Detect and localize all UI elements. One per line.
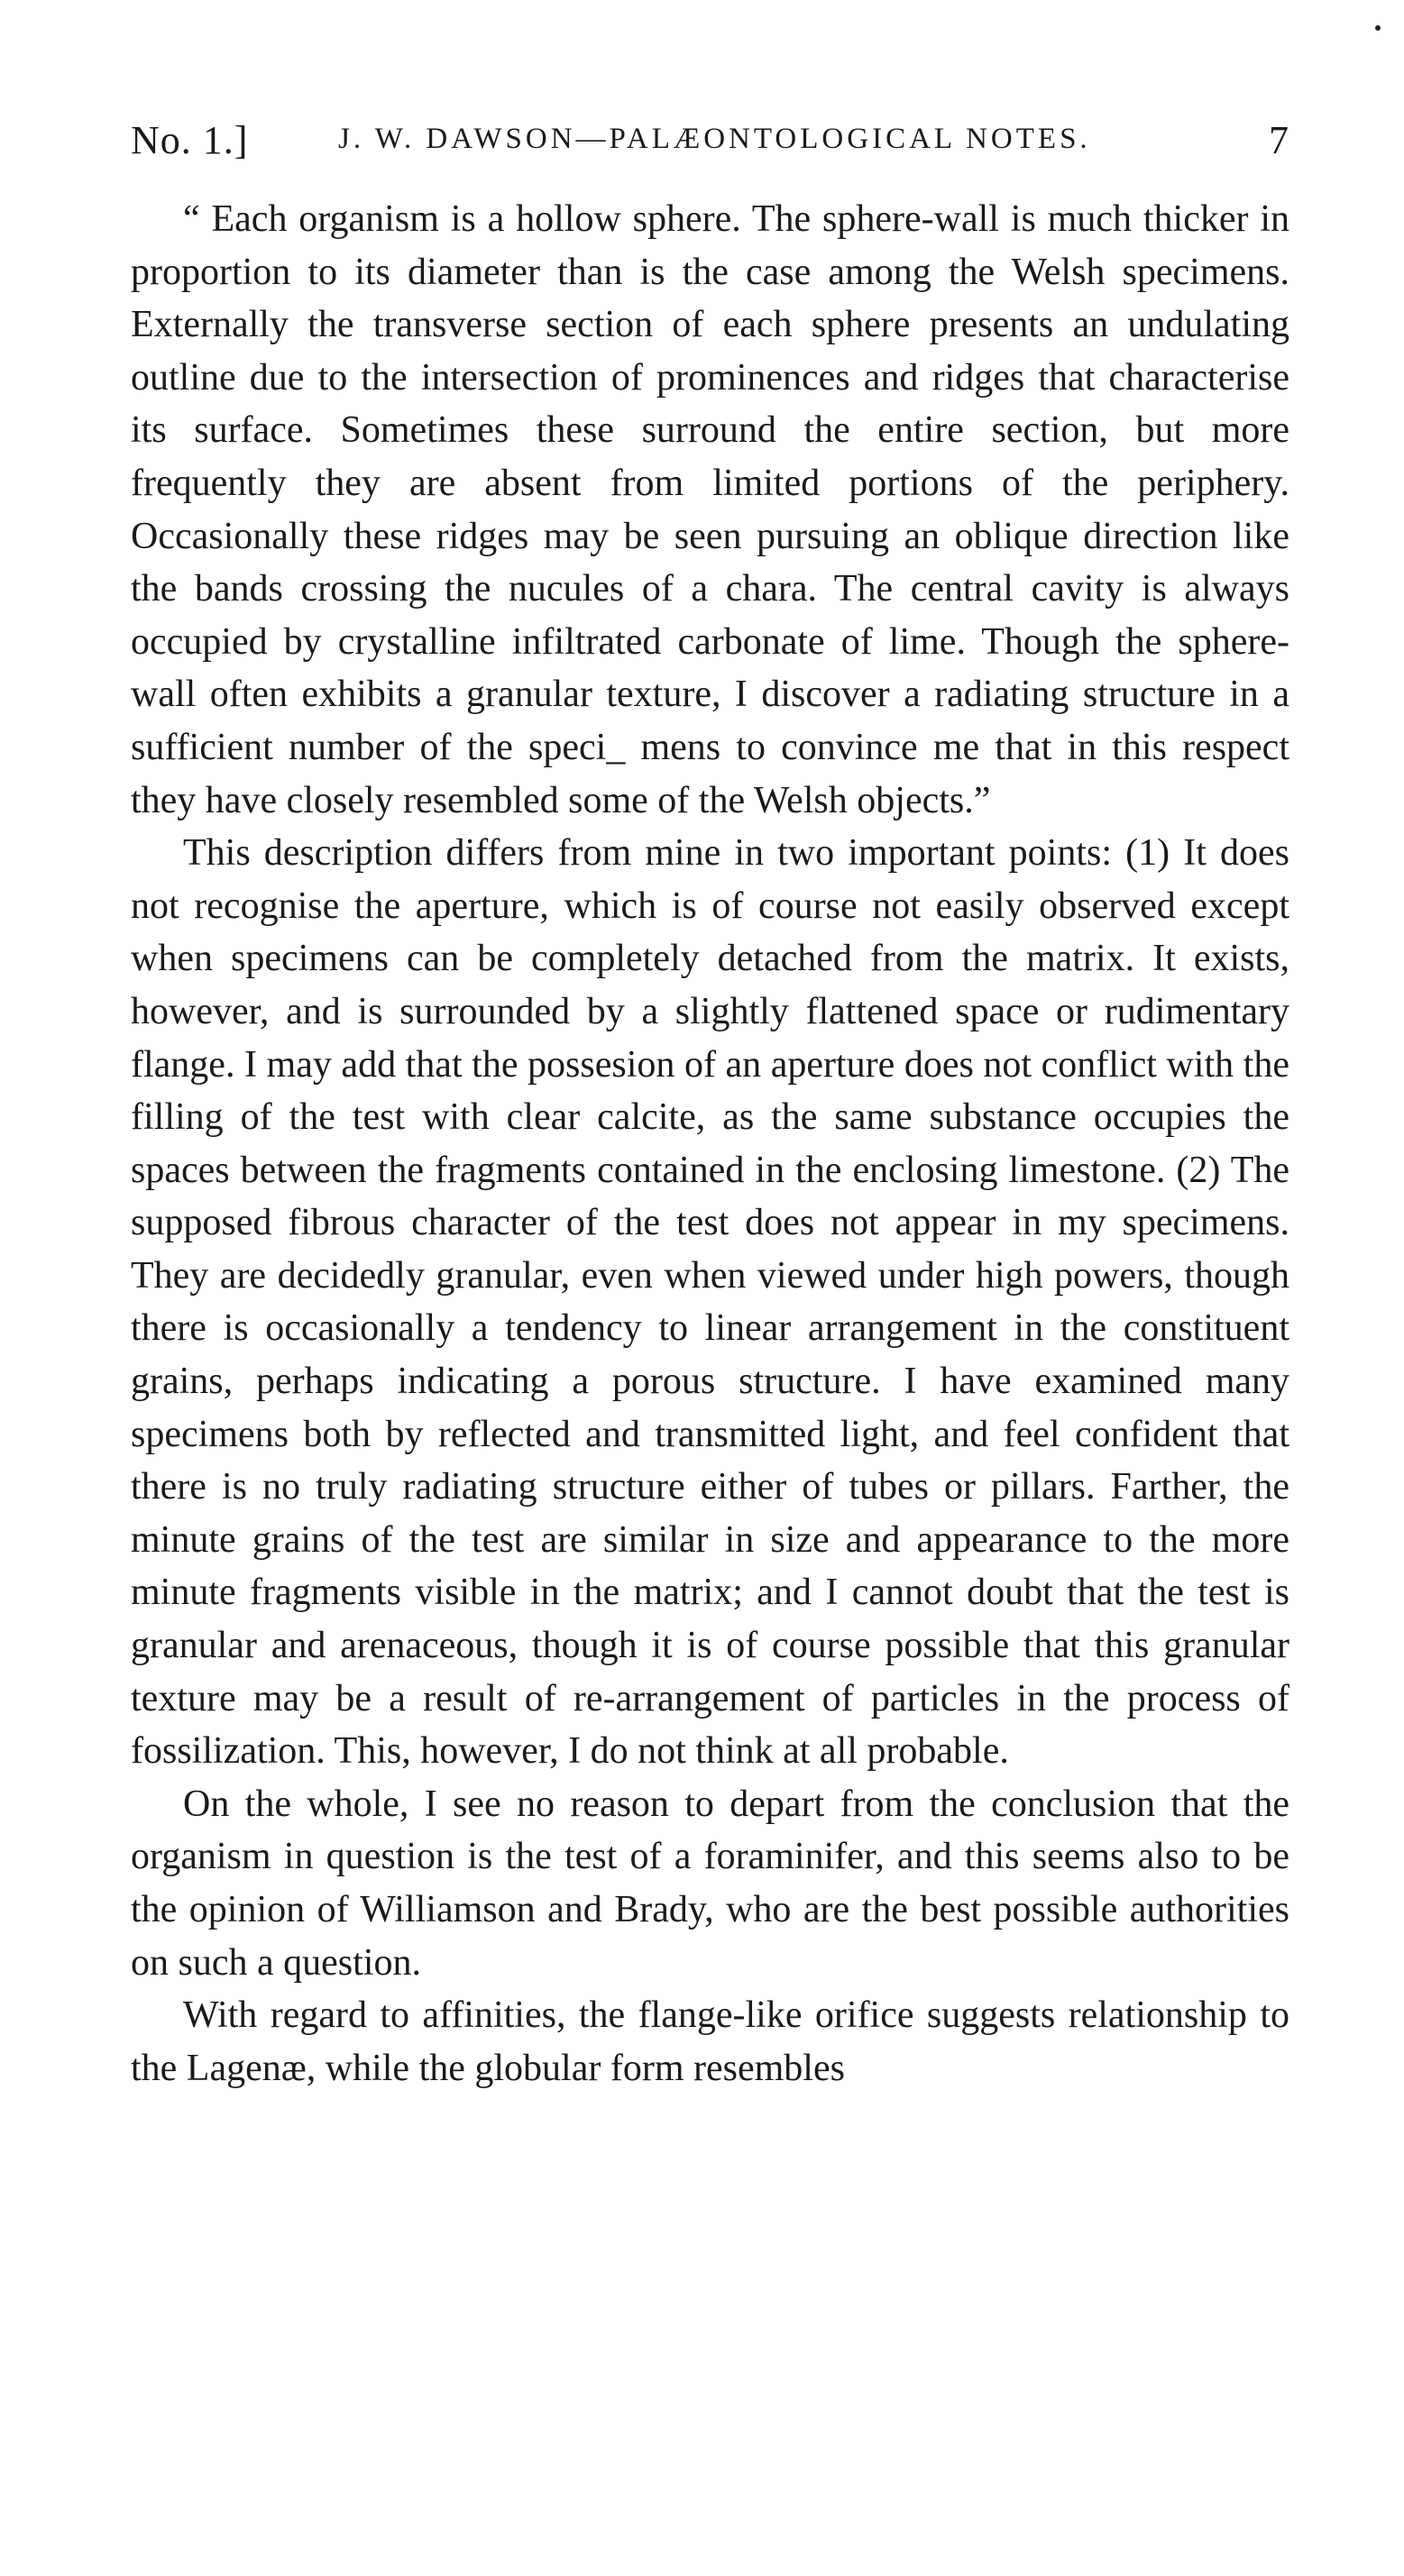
paragraph-affinities: With regard to affinities, the flange-like orifice suggests relationship to the Lagenæ, while the globular form resembles	[131, 1994, 1289, 2089]
paragraph-comparison: This description differs from mine in two important points: (1) It does not recognise the aperture, which is of course not easily observed except when specimens can be completely detached from the matrix. It exists, however, and is surrounded by a slightly flattened space or rudimentary flange. I may add that the possesion of an aperture does not conflict with the filling of the test with clear calcite, as the same substance occupies the spaces between the fragments contained in the enclosing limestone. (2) The supposed fibrous character of the test does not appear in my specimens. They are decidedly granular, even when viewed under high powers, though there is occasionally a tendency to linear arrangement in the constituent grains, perhaps indicating a porous structure. I have examined many specimens both by reflected and transmitted light, and feel confident that there is no truly radiating structure either of tubes or pillars. Farther, the minute grains of the test are similar in size and appearance to the more minute fragments visible in the matrix; and I cannot doubt that the test is granular and arenaceous, though it is of course possible that this granular texture may be a result of re-arrangement of particles in the process of fossilization. This, however, I do not think at all probable.	[131, 832, 1289, 1773]
paragraph-conclusion: On the whole, I see no reason to depart from the conclusion that the organism in question is the test of a foraminifer, and this seems also to be the opinion of Williamson and Brady, who are the best possible authorities on such a question.	[131, 1783, 1289, 1984]
body-text	[131, 193, 1289, 2095]
paragraph-quote: “ Each organism is a hollow sphere. The sphere-wall is much thicker in proportion to its diameter than is the case among the Welsh specimens. Externally the transverse section of each sphere presents an undulating outline due to the intersection of prominences and ridges that characterise its surface. Sometimes these surround the entire section, but more frequently they are absent from limited portions of the periphery. Occasionally these ridges may be seen pursuing an oblique direction like the bands crossing the nucules of a chara. The central cavity is always occupied by crystalline infiltrated carbonate of lime. Though the sphere-wall often exhibits a granular texture, I discover a radiating structure in a sufficient number of the speci_ mens to convince me that in this respect they have closely resembled some of the Welsh objects.”	[131, 198, 1289, 821]
running-head	[131, 117, 1289, 180]
running-title: J. W. DAWSON—PALÆONTOLOGICAL NOTES.	[338, 123, 1091, 155]
issue-number: No. 1.]	[131, 118, 249, 162]
page	[131, 117, 1289, 2095]
page-number: 7	[1269, 118, 1289, 162]
margin-dot	[1375, 25, 1381, 31]
